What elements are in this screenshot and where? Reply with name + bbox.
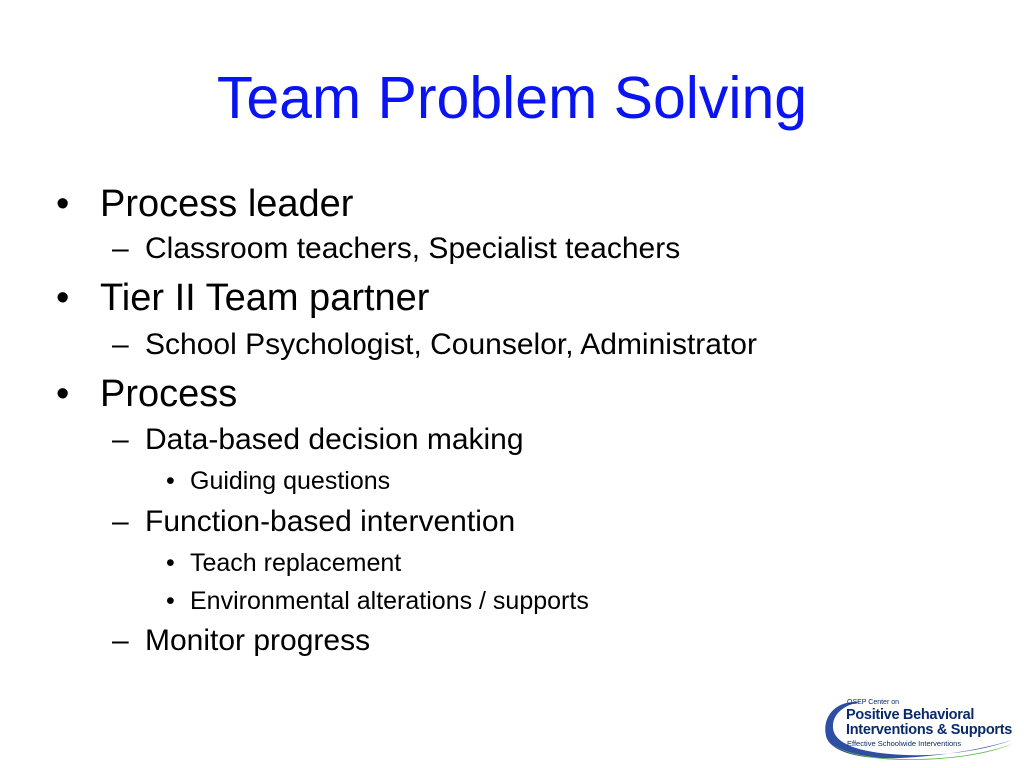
bullet-item: [56, 182, 353, 226]
slide-title: Team Problem Solving: [216, 65, 808, 131]
sub-bullet-text: Monitor progress: [145, 624, 371, 657]
pbis-logo: [820, 696, 1016, 762]
bullet-marker: •: [56, 373, 70, 415]
logo-line1: Positive Behavioral: [846, 707, 975, 723]
dash-marker: –: [112, 232, 129, 265]
sub-sub-bullet-item: [166, 548, 401, 578]
bullet-marker: •: [56, 183, 70, 225]
logo-org: OSEP Center on: [847, 699, 900, 706]
logo-line2: Interventions & Supports: [846, 722, 1013, 738]
bullet-text: Process: [100, 373, 238, 415]
sub-bullet-text: Data-based decision making: [145, 423, 524, 456]
dash-marker: –: [112, 423, 129, 456]
sub-sub-bullet-text: Environmental alterations / supports: [190, 587, 589, 615]
sub-bullet-item: [112, 623, 370, 659]
sub-bullet-text: School Psychologist, Counselor, Administrator: [145, 328, 757, 361]
sub-sub-bullet-item: [166, 466, 390, 496]
bullet-marker: •: [166, 467, 175, 495]
dash-marker: –: [112, 328, 129, 361]
sub-sub-bullet-text: Teach replacement: [190, 549, 402, 577]
sub-bullet-item: [112, 327, 757, 363]
sub-bullet-text: Classroom teachers, Specialist teachers: [145, 232, 681, 265]
sub-bullet-item: [112, 504, 515, 540]
sub-sub-bullet-text: Guiding questions: [190, 467, 391, 495]
sub-bullet-item: [112, 231, 680, 267]
dash-marker: –: [112, 624, 129, 657]
bullet-marker: •: [56, 277, 70, 319]
dash-marker: –: [112, 505, 129, 538]
sub-bullet-text: Function-based intervention: [145, 505, 516, 538]
bullet-item: [56, 276, 429, 320]
bullet-text: Process leader: [100, 183, 354, 225]
bullet-text: Tier II Team partner: [100, 277, 430, 319]
bullet-item: [56, 372, 237, 416]
bullet-marker: •: [166, 587, 175, 615]
sub-sub-bullet-item: [166, 586, 589, 616]
bullet-marker: •: [166, 549, 175, 577]
logo-tagline: Effective Schoolwide Interventions: [847, 739, 962, 748]
sub-bullet-item: [112, 422, 524, 458]
